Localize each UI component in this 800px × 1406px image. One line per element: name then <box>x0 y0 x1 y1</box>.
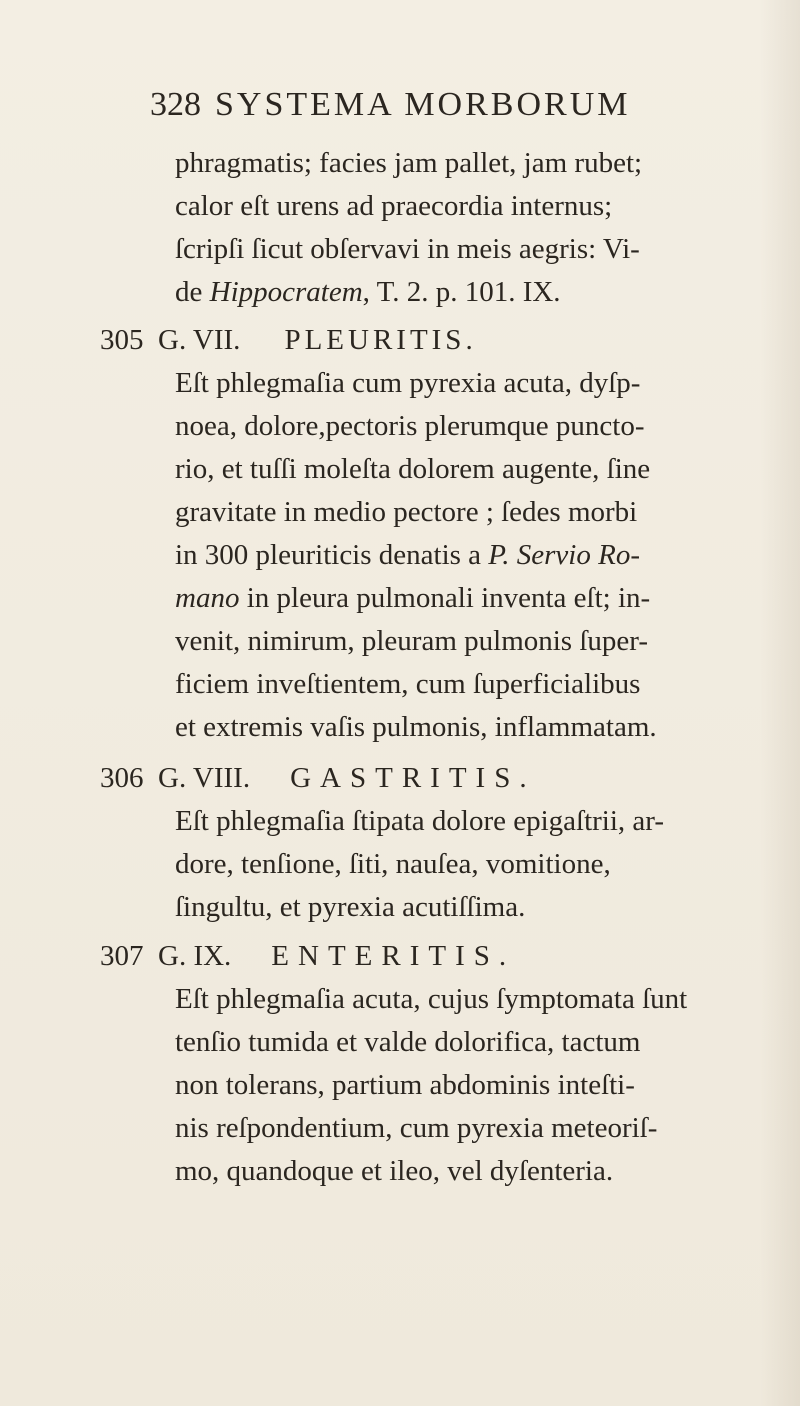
text-line: dore, tenſione, ſiti, nauſea, vomitione, <box>175 848 611 880</box>
text-line: in 300 pleuriticis denatis a P. Servio Ro- <box>175 539 640 571</box>
disease-name: PLEURITIS. <box>284 324 477 356</box>
running-header <box>150 86 630 124</box>
genus-heading: G. VII. PLEURITIS. <box>158 324 477 356</box>
text-line: mo, quandoque et ileo, vel dyſenteria. <box>175 1155 614 1187</box>
text-line: calor eſt urens ad praecordia internus; <box>175 190 613 222</box>
text-line: et extremis vaſis pulmonis, inflammatam. <box>175 711 657 743</box>
genus-heading: G. VIII. GASTRITIS. <box>158 762 536 794</box>
entry-number: 306 <box>100 762 144 794</box>
text-line: ſcripſi ſicut obſervavi in meis aegris: Vi- <box>175 233 640 265</box>
page-number: 328 <box>150 86 201 123</box>
text-line: venit, nimirum, pleuram pulmonis ſuper- <box>175 625 649 657</box>
text-line: Eſt phlegmaſia ſtipata dolore epigaſtrii, ar- <box>175 805 665 837</box>
entry-number: 305 <box>100 324 144 356</box>
text-line: Eſt phlegmaſia cum pyrexia acuta, dyſp- <box>175 367 641 399</box>
cited-author: Hippocratem <box>209 276 363 308</box>
cited-author: P. Servio Ro- <box>488 539 640 571</box>
text-line: ficiem inveſtientem, cum ſuperficialibus <box>175 668 641 700</box>
text-line: de Hippocratem, T. 2. p. 101. IX. <box>175 276 561 308</box>
cited-author: mano <box>175 582 240 614</box>
text-line: non tolerans, partium abdominis inteſti- <box>175 1069 635 1101</box>
text-line: tenſio tumida et valde dolorifica, tactum <box>175 1026 641 1058</box>
disease-name: ENTERITIS. <box>271 940 516 972</box>
text-line: phragmatis; facies jam pallet, jam rubet; <box>175 147 643 179</box>
entry-number: 307 <box>100 940 144 972</box>
disease-name: GASTRITIS. <box>290 762 536 794</box>
text-line: nis reſpondentium, cum pyrexia meteoriſ- <box>175 1112 658 1144</box>
text-line: Eſt phlegmaſia acuta, cujus ſymptomata ſunt <box>175 983 688 1015</box>
genus-heading: G. IX. ENTERITIS. <box>158 940 516 972</box>
text-line: mano in pleura pulmonali inventa eſt; in- <box>175 582 651 614</box>
running-title: SYSTEMA MORBORUM <box>215 86 631 123</box>
text-line: gravitate in medio pectore ; ſedes morbi <box>175 496 638 528</box>
text-line: rio, et tuſſi moleſta dolorem augente, ſine <box>175 453 651 485</box>
text-line: ſingultu, et pyrexia acutiſſima. <box>175 891 526 923</box>
text-line: noea, dolore,pectoris plerumque puncto- <box>175 410 645 442</box>
